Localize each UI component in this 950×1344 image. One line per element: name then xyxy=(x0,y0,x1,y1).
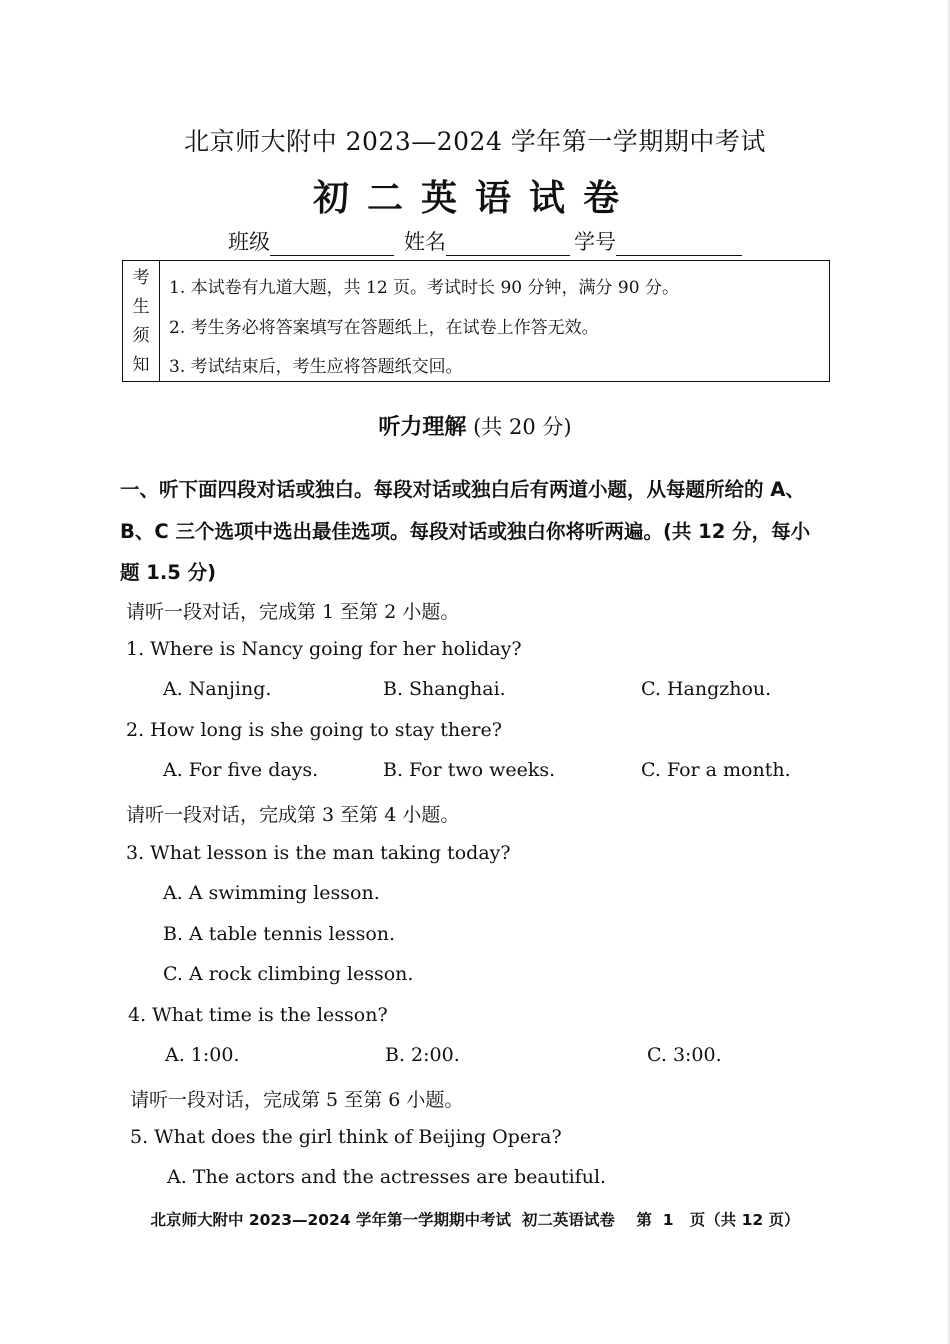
q3-option-c: C. A rock climbing lesson. xyxy=(163,963,414,985)
q3-option-a: A. A swimming lesson. xyxy=(163,882,380,904)
q1-option-c: C. Hangzhou. xyxy=(641,678,772,700)
id-field xyxy=(574,226,742,256)
candidate-notice-box xyxy=(122,260,830,382)
question-5: 5. What does the girl think of Beijing Opera? xyxy=(130,1126,562,1148)
page-footer: 北京师大附中 2023—2024 学年第一学期期中考试 初二英语试卷 第 1 页（共 12 页） xyxy=(150,1211,800,1229)
notice-label-char: 考 xyxy=(132,268,150,288)
q1-option-a: A. Nanjing. xyxy=(163,678,272,700)
dialog-intro: 请听一段对话，完成第 5 至第 6 小题。 xyxy=(130,1089,464,1111)
class-label: 班级 xyxy=(228,230,270,254)
question-1: 1. Where is Nancy going for her holiday? xyxy=(126,638,522,660)
part1-instruction-line: 题 1.5 分) xyxy=(120,561,217,584)
notice-item: 3. 考试结束后，考生应将答题纸交回。 xyxy=(169,357,463,377)
name-blank[interactable] xyxy=(446,233,570,256)
scan-edge-shadow xyxy=(946,0,950,1344)
name-label: 姓名 xyxy=(404,230,446,254)
part1-instruction-line: B、C 三个选项中选出最佳选项。每段对话或独白你将听两遍。(共 12 分，每小 xyxy=(120,520,811,543)
part1-instruction-line: 一、听下面四段对话或独白。每段对话或独白后有两道小题，从每题所给的 A、 xyxy=(120,478,805,501)
notice-item: 1. 本试卷有九道大题，共 12 页。考试时长 90 分钟，满分 90 分。 xyxy=(169,278,679,298)
notice-label-char: 知 xyxy=(132,355,150,375)
q2-option-b: B. For two weeks. xyxy=(383,759,556,781)
dialog-intro: 请听一段对话，完成第 1 至第 2 小题。 xyxy=(126,601,460,623)
q3-option-b: B. A table tennis lesson. xyxy=(163,923,396,945)
class-blank[interactable] xyxy=(270,233,394,256)
q4-option-b: B. 2:00. xyxy=(385,1044,460,1066)
class-field xyxy=(228,226,394,256)
notice-label-char: 生 xyxy=(132,297,150,317)
section-title xyxy=(0,410,950,441)
question-4: 4. What time is the lesson? xyxy=(128,1004,388,1026)
q2-option-a: A. For five days. xyxy=(163,759,319,781)
notice-label-char: 须 xyxy=(132,326,150,346)
q5-option-a: A. The actors and the actresses are beautiful. xyxy=(167,1166,607,1188)
section-points: (共 20 分) xyxy=(473,415,572,439)
section-name: 听力理解 xyxy=(378,414,467,440)
q2-option-c: C. For a month. xyxy=(641,759,791,781)
exam-subtitle: 初二英语试卷 xyxy=(312,177,637,219)
notice-item: 2. 考生务必将答案填写在答题纸上，在试卷上作答无效。 xyxy=(169,318,599,338)
id-label: 学号 xyxy=(574,230,616,254)
exam-title: 北京师大附中 2023—2024 学年第一学期期中考试 xyxy=(184,127,766,156)
question-2: 2. How long is she going to stay there? xyxy=(126,719,502,741)
name-field xyxy=(404,226,570,256)
q4-option-c: C. 3:00. xyxy=(647,1044,722,1066)
q1-option-b: B. Shanghai. xyxy=(383,678,506,700)
dialog-intro: 请听一段对话，完成第 3 至第 4 小题。 xyxy=(126,804,460,826)
question-3: 3. What lesson is the man taking today? xyxy=(126,842,511,864)
notice-label xyxy=(123,261,160,381)
q4-option-a: A. 1:00. xyxy=(165,1044,240,1066)
id-blank[interactable] xyxy=(616,233,742,256)
